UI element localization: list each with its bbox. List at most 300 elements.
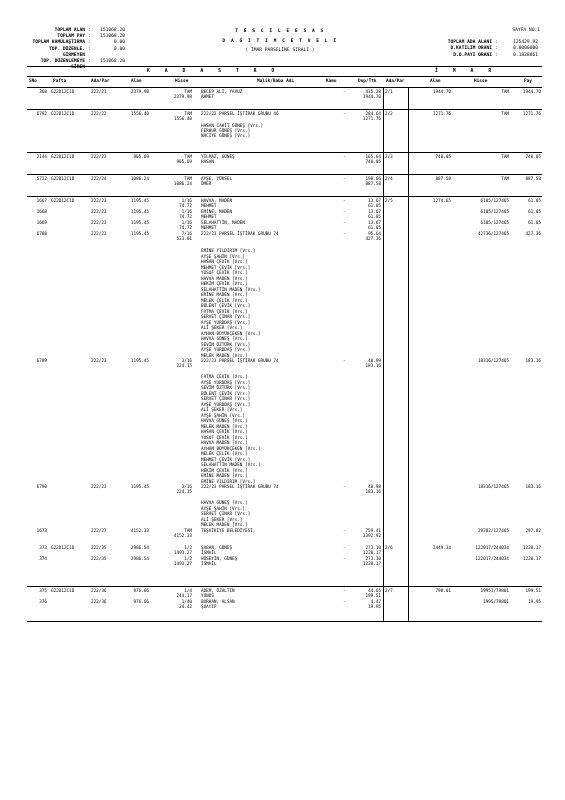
cell-dop: 19.95 [368, 605, 381, 610]
cell-malik: EMİNE, MADEN [201, 210, 233, 215]
cell-dop: 284.64 [365, 112, 381, 117]
cell-alan: 4152.33 [130, 529, 149, 534]
cell-dop: 13.67 [368, 221, 381, 226]
cell-adapar: 222/23 [91, 485, 107, 490]
cell-dop: 165.64 [365, 155, 381, 160]
cell-ihisse: TAM [501, 177, 509, 182]
cell-malik: TEŞVİKİYE BELEDİYESİ, [201, 529, 256, 534]
cell-malik: SELAHATTİN MADEN [Vrs.] [201, 463, 261, 468]
cell-dop: 40.98 [368, 485, 381, 490]
cell-dop: 199.51 [365, 594, 381, 599]
cell-adapar: 222/23 [91, 210, 107, 215]
cell-alan: 1195.45 [130, 221, 149, 226]
cell-malik: BECEP ALİ, YAVUZ [201, 90, 243, 95]
table-row-group [27, 153, 542, 175]
header-ratio-row: TOPLAM ADA ALANI : 125429.92 [422, 40, 542, 46]
col-imar-hisse: Hisse [474, 79, 488, 84]
column-divider [383, 197, 384, 586]
header-total-label: TOPLAM PAY [57, 34, 85, 40]
cell-hisse: 523.01 [176, 237, 192, 242]
cell-dop: 183.16 [365, 490, 381, 495]
cell-malik: BURHAN, ALSAN [201, 600, 235, 605]
header-ratios [422, 28, 542, 59]
cell-alan: 1195.45 [130, 359, 149, 364]
cell-sno: 374 [39, 557, 47, 562]
cell-malik: MELEK ÇELİK [Vrs.] [201, 298, 248, 304]
cell-pay: 427.36 [525, 232, 541, 237]
cell-ihisse: 42736/127465 [477, 232, 509, 237]
cell-dop: 61.05 [368, 226, 381, 231]
header-ratio-value: 0.1828861 [513, 52, 538, 58]
cell-ialan: 1274.65 [432, 199, 451, 204]
cell-malik: EMİNE MADEN [Vrs.] [201, 293, 248, 298]
cell-malik: MEHMET [201, 215, 217, 220]
cell-ialan: 1944.70 [432, 90, 451, 95]
cell-malik: AYŞE, YÜKSEL [201, 177, 233, 182]
cell-kamu: - [343, 177, 346, 182]
cell-hisse: 1/16 [181, 199, 192, 204]
cell-malik: HAVVA MADEN [Vrs.] [201, 441, 248, 446]
cell-malik: AYHAN BÜYÜKÇEKEN [Vrs.] [201, 446, 261, 452]
cell-pay: 1944.70 [522, 90, 541, 95]
page-number: SAYFA NO:1 [512, 28, 540, 33]
column-divider [408, 197, 409, 586]
cell-malik: SELAHATTİN MADEN [Vrs.] [201, 287, 261, 293]
cell-alan: 976.66 [133, 600, 149, 605]
cell-malik: SERVET ÇINAR [Vrs.] [201, 397, 251, 402]
cell-sno: 6789 [36, 359, 47, 364]
cell-adapar: 222/35 [91, 546, 107, 551]
cell-dop: 273.10 [365, 546, 381, 551]
column-divider [383, 175, 384, 196]
cell-malik: BÜLENT ÇEVİK [Vrs.] [201, 391, 251, 397]
cell-pafta: G22D12C1D [51, 90, 75, 95]
cell-sno: 1673 [36, 529, 47, 534]
cell-malik: HÜSEYİN, GÜNEŞ [201, 557, 238, 562]
cell-sno: 373 [39, 546, 47, 551]
cell-sno: 368 [39, 90, 47, 95]
cell-pafta: G22D12C1D [51, 589, 75, 594]
cell-malik: SEVİM ÖZTÜRK [Vrs.] [201, 386, 251, 391]
cell-adapar: 222/35 [91, 557, 107, 562]
cell-hisse: 3/16 [181, 359, 192, 364]
column-divider [408, 110, 409, 152]
cell-kamu: - [343, 485, 346, 490]
cell-hisse: TAM [184, 90, 192, 95]
table-row-group [27, 175, 542, 197]
cell-alan: 2379.98 [130, 90, 149, 95]
cell-dop: 3392.92 [362, 534, 381, 539]
title-line-1: T E S C İ L E E S A S [235, 29, 325, 34]
cell-iadapar: 2/7 [385, 589, 393, 594]
cell-malik: HASAN ÇEVİK [Vrs.] [201, 430, 248, 435]
cell-kamu: - [343, 557, 346, 562]
column-divider [383, 110, 384, 152]
cell-alan: 2986.54 [130, 557, 149, 562]
header-total-value: 151068.20 [100, 59, 125, 65]
cell-iadapar: 2/1 [385, 90, 393, 95]
cell-malik: SELAHATTİN, MADEN [201, 221, 245, 226]
cell-malik: MELEK MADEN [Vrs.] [201, 353, 248, 359]
cell-pay: 740.05 [525, 155, 541, 160]
cell-iadapar: 2/3 [385, 155, 393, 160]
cell-malik: MEHMET ÇEVİK [Vrs.] [201, 457, 251, 463]
header-total-row: TOP. DÜZENLE. GİRMEYEN : 0.00 [27, 47, 125, 59]
cell-alan: 1195.45 [130, 485, 149, 490]
cell-malik: MELEK MADEN [Vrs.] [201, 523, 248, 528]
cell-kamu: - [343, 529, 346, 534]
cell-iadapar: 2/2 [385, 112, 393, 117]
cell-malik: BÜLENT ÇEVİK [Vrs.] [201, 304, 251, 309]
cell-sno: 2144 [36, 155, 47, 160]
column-divider [408, 587, 409, 621]
cell-malik: 222/22 PARSEL İŞTİRAK GRUBU 46 [201, 112, 279, 117]
cell-dop: 4.47 [370, 600, 381, 605]
cell-pay: 61.05 [528, 199, 541, 204]
col-imar-alan: Alan [430, 79, 441, 84]
cell-adapar: 222/22 [91, 112, 107, 117]
cell-dop: 198.66 [365, 177, 381, 182]
cell-malik: HEKİM ÇEVİK [Vrs.] [201, 468, 248, 474]
cell-dop: 1271.76 [362, 117, 381, 122]
cell-dop: 273.10 [365, 557, 381, 562]
cell-dop: 95.64 [368, 232, 381, 237]
cell-iadapar: 2/6 [385, 546, 393, 551]
cell-sno: 1667 [36, 199, 47, 204]
column-divider [408, 153, 409, 174]
cell-malik: HAVVA GÜNEŞ [Vrs.] [201, 419, 248, 424]
cell-malik: AYŞE ŞAHİN [Vrs.] [201, 254, 245, 260]
cell-ihisse: 18316/127465 [477, 485, 509, 490]
cell-alan: 905.69 [133, 155, 149, 160]
cell-pay: 19.95 [528, 600, 541, 605]
title-line-2: D A Ğ I T I M C E T V E L İ [222, 39, 338, 45]
cell-dop: 183.16 [365, 364, 381, 369]
table-row-group [27, 110, 542, 153]
cell-malik: YILMAZ, GÜNEŞ [201, 155, 235, 160]
cell-hisse: 4152.33 [173, 534, 192, 539]
cell-hisse: 1/2 [184, 557, 192, 562]
cell-hisse: TAM [184, 177, 192, 182]
cell-kamu: - [343, 221, 346, 226]
cell-malik: MEHMET ÇEVİK [Vrs.] [201, 265, 251, 271]
cell-adapar: 222/27 [91, 529, 107, 534]
cell-malik: MEHMET [201, 204, 217, 209]
cell-alan: 976.66 [133, 589, 149, 594]
cell-hisse: 74.72 [179, 204, 192, 209]
cell-malik: İSMAİL [201, 551, 217, 556]
cell-dop: 435.28 [365, 90, 381, 95]
cell-malik: ADEM, ÖZALTIN [201, 589, 235, 594]
cell-malik: 222/23 PARSEL İŞTİRAK GRUBU 74 [201, 485, 279, 490]
cell-hisse: 905.69 [176, 160, 192, 165]
cell-malik: EMİNE MADEN [Vrs.] [201, 474, 248, 479]
col-pay: Pay [524, 79, 532, 84]
cell-malik: MELEK ÇELİK [Vrs.] [201, 452, 248, 457]
cell-malik: HAVVA, MADEN [201, 199, 233, 204]
cell-malik: ALİ ŞEKER [Vrs.] [201, 408, 243, 413]
cell-malik: HASAN ÇEVİK [Vrs.] [201, 260, 248, 265]
cell-dop: 887.58 [365, 182, 381, 187]
col-hisse: Hisse [175, 79, 189, 84]
cell-hisse: 7/16 [181, 232, 192, 237]
cell-malik: HAVVA MADEN [Vrs.] [201, 276, 248, 282]
cell-ihisse: 19951/79801 [480, 589, 509, 594]
cell-malik: AYŞE YURDDAŞ [Vrs.] [201, 402, 251, 408]
cell-pay: 1220.17 [522, 557, 541, 562]
cell-malik: MELEK MADEN [Vrs.] [201, 424, 248, 430]
section-band [27, 66, 542, 77]
cell-alan: 1195.45 [130, 232, 149, 237]
cell-sno: 6792 [36, 112, 47, 117]
column-divider [383, 153, 384, 174]
cell-sno: 376 [39, 600, 47, 605]
cell-ialan: 2449.34 [432, 546, 451, 551]
header-ratio-label: TOPLAM ADA ALANI [447, 40, 492, 46]
cell-malik: AHMET [201, 95, 214, 100]
header-total-label: TOP. DÜZENLEMEYE GİREN [40, 59, 85, 71]
cell-dop: 1220.17 [362, 562, 381, 567]
cell-hisse: TAM [184, 155, 192, 160]
header-totals [27, 28, 125, 71]
cell-adapar: 222/23 [91, 232, 107, 237]
distribution-table-page [27, 28, 542, 622]
cell-pafta: G22D12C1D [51, 199, 75, 204]
header-total-value: 151068.20 [100, 28, 125, 33]
cell-alan: 1195.45 [130, 199, 149, 204]
header-total-row: TOPLAM PAY : 151068.20 [27, 34, 125, 40]
header-ratio-value: 0.0000000 [513, 46, 538, 52]
cell-kamu: - [343, 90, 346, 95]
cell-dop: 1220.17 [362, 551, 381, 556]
cell-sno: 1669 [36, 221, 47, 226]
cell-kamu: - [343, 546, 346, 551]
cell-malik: ÖMER [201, 182, 212, 187]
cell-pafta: G22D12C1D [51, 155, 75, 160]
cell-ihisse: 122017/244034 [475, 546, 509, 551]
cell-malik: AYŞE YURDDAŞ [Vrs.] [201, 320, 251, 326]
cell-malik: YUSUF ÇEVİK [Vrs.] [201, 271, 248, 276]
column-divider [408, 88, 409, 109]
cell-alan: 1195.45 [130, 210, 149, 215]
cell-malik: SEVİM ÖZTÜRK [Vrs.] [201, 342, 251, 348]
header-ratio-row: D.O.PAYI ORANI : 0.1828861 [422, 53, 542, 59]
cell-malik: HEKİM ÇEVİK [Vrs.] [201, 282, 248, 287]
header-total-label: TOPLAM ALAN [54, 28, 85, 33]
cell-hisse: 24.42 [179, 605, 192, 610]
cell-ialan: 740.05 [435, 155, 451, 160]
cell-malik: EMİNE YILDIRIM [Vrs.] [201, 479, 256, 485]
cell-sno: 5722 [36, 177, 47, 182]
cell-adapar: 222/21 [91, 90, 107, 95]
cell-adapar: 222/23 [91, 359, 107, 364]
table-body [27, 88, 542, 622]
cell-adapar: 222/23 [91, 155, 107, 160]
cell-ialan: 1271.76 [432, 112, 451, 117]
cell-ihisse: 18316/127465 [477, 359, 509, 364]
cell-pay: 183.16 [525, 485, 541, 490]
cell-pay: 61.05 [528, 221, 541, 226]
header-ratio-row: D.KATILIM ORANI : 0.0000000 [422, 46, 542, 52]
cell-sno: 1668 [36, 210, 47, 215]
col-pafta: Pafta [53, 79, 67, 84]
cell-dop: 427.36 [365, 237, 381, 242]
cell-malik: AYŞE ŞAHİN [Vrs.] [201, 506, 245, 512]
cell-dop: 44.65 [368, 589, 381, 594]
cell-pay: 199.51 [525, 589, 541, 594]
cell-hisse: 1/16 [181, 221, 192, 226]
col-alan: Alan [131, 79, 142, 84]
cell-malik: ALİ ŞEKER [Vrs.] [201, 517, 243, 523]
cell-ihisse: TAM [501, 90, 509, 95]
document-title [205, 28, 355, 55]
cell-pay: 887.58 [525, 177, 541, 182]
cell-adapar: 222/36 [91, 589, 107, 594]
cell-ialan: 887.58 [435, 177, 451, 182]
cell-ihisse: TAM [501, 155, 509, 160]
section-kadastro: K A D A S T R O [147, 69, 281, 74]
cell-kamu: - [343, 210, 346, 215]
cell-pay: 297.82 [525, 529, 541, 534]
cell-hisse: 1493.27 [173, 551, 192, 556]
header-ratio-value: 125429.92 [513, 40, 538, 46]
cell-malik: FATMA ÇEVİK [Vrs.] [201, 309, 248, 315]
cell-hisse: 1086.24 [173, 182, 192, 187]
cell-kamu: - [343, 589, 346, 594]
cell-pay: 183.16 [525, 359, 541, 364]
document-header [27, 28, 542, 71]
cell-pafta: G22D12C1D [51, 546, 75, 551]
cell-kamu: - [343, 199, 346, 204]
header-total-row: TOPLAM ALAN : 151068.20 [27, 28, 125, 34]
cell-malik: MEHMET [201, 226, 217, 231]
cell-sno: 6788 [36, 232, 47, 237]
cell-malik: SERVET ÇINAR [Vrs.] [201, 315, 251, 320]
cell-hisse: 3/16 [181, 485, 192, 490]
cell-malik: YUNUS [201, 594, 214, 599]
cell-malik: ŞUAYIP [201, 605, 217, 610]
cell-malik: 222/23 PARSEL İŞTİRAK GRUBU 74 [201, 359, 279, 364]
cell-malik: FATMA ÇEVİK [Vrs.] [201, 375, 248, 380]
cell-sno: 6790 [36, 485, 47, 490]
column-divider [383, 587, 384, 621]
cell-malik: SERVET ÇINAR [Vrs.] [201, 512, 251, 517]
cell-malik: FERHUR GÜNEŞ [Vrs.] [201, 129, 251, 134]
cell-hisse: TAM [184, 529, 192, 534]
title-line-3: ( İMAR PARSELİNE SIRALI ) [245, 48, 315, 54]
cell-ihisse: TAM [501, 112, 509, 117]
cell-malik: 222/23 PARSEL İŞTİRAK GRUBU 74 [201, 232, 279, 237]
cell-alan: 2986.54 [130, 546, 149, 551]
cell-adapar: 222/23 [91, 221, 107, 226]
header-total-label: TOP. DÜZENLE. GİRMEYEN [49, 46, 85, 58]
col-kamu: Kamu [326, 79, 337, 84]
cell-pafta: G22D12C1D [51, 177, 75, 182]
cell-dop: 1944.70 [362, 95, 381, 100]
cell-ihisse: 29782/127465 [477, 529, 509, 534]
cell-hisse: 224.15 [176, 364, 192, 369]
cell-ihisse: 6105/127465 [480, 210, 509, 215]
cell-ihisse: 122017/244034 [475, 557, 509, 562]
cell-malik: NACİYE GÜNEŞ [Vrs.] [201, 134, 251, 139]
cell-dop: 13.67 [368, 199, 381, 204]
cell-hisse: 1556.40 [173, 117, 192, 122]
cell-alan: 1556.40 [130, 112, 149, 117]
col-malik: Malik/Baba Adı [257, 79, 295, 84]
cell-adapar: 222/23 [91, 199, 107, 204]
cell-dop: 13.67 [368, 210, 381, 215]
cell-sno: 375 [39, 589, 47, 594]
cell-dop: 61.05 [368, 204, 381, 209]
col-imar-adapar: Ada/Par [386, 79, 405, 84]
cell-kamu: - [343, 600, 346, 605]
cell-kamu: - [343, 232, 346, 237]
table-row-group [27, 88, 542, 110]
cell-hisse: 74.72 [179, 215, 192, 220]
cell-kamu: - [343, 359, 346, 364]
cell-pay: 1220.17 [522, 546, 541, 551]
cell-pafta: G22D12C1D [51, 112, 75, 117]
column-headers [27, 77, 542, 88]
cell-malik: HASAN CAHİT GÜNEŞ [Vrs.] [201, 124, 264, 129]
cell-pay: 61.05 [528, 210, 541, 215]
column-divider [408, 175, 409, 196]
cell-dop: 740.05 [365, 160, 381, 165]
table-row-group [27, 197, 542, 587]
col-adapar: Ada/Par [91, 79, 110, 84]
col-sno: SNo [29, 79, 37, 84]
cell-malik: HAVVA GÜNEŞ [Vrs.] [201, 337, 248, 342]
cell-hisse: 244.17 [176, 594, 192, 599]
table-row-group [27, 587, 542, 622]
header-total-row: TOP. DÜZENLEMEYE GİREN : 151068.20 [27, 59, 125, 71]
cell-ihisse: 6105/127465 [480, 221, 509, 226]
section-imar: İ M A R [435, 69, 498, 74]
column-divider [383, 88, 384, 109]
cell-iadapar: 2/4 [385, 177, 393, 182]
cell-dop: 759.41 [365, 529, 381, 534]
cell-malik: AYŞE YURDDAŞ [Vrs.] [201, 348, 251, 353]
header-ratio-label: D.O.PAYI ORANI [453, 52, 492, 58]
cell-hisse: 224.15 [176, 490, 192, 495]
cell-pay: 1271.76 [522, 112, 541, 117]
cell-malik: AYŞE ŞAHİN [Vrs.] [201, 413, 245, 419]
header-ratio-label: D.KATILIM ORANI [450, 46, 492, 52]
cell-malik: ALİ ŞEKER [Vrs.] [201, 326, 243, 331]
cell-malik: AYŞE YURDDAŞ [Vrs.] [201, 380, 251, 386]
cell-hisse: 2379.98 [173, 95, 192, 100]
cell-dop: 61.05 [368, 215, 381, 220]
header-total-value: 151068.20 [100, 34, 125, 40]
cell-malik: HASAN [201, 160, 214, 165]
cell-malik: ŞABAN, GÜNEŞ [201, 546, 233, 551]
cell-hisse: 74.72 [179, 226, 192, 231]
cell-adapar: 222/36 [91, 600, 107, 605]
cell-alan: 1086.24 [130, 177, 149, 182]
cell-ihisse: 6105/127465 [480, 199, 509, 204]
cell-hisse: 1/4 [184, 589, 192, 594]
cell-hisse: TAM [184, 112, 192, 117]
cell-malik: HAVVA GÜNEŞ [Vrs.] [201, 501, 248, 506]
header-total-label: TOPLAM KAMULAŞTIRMA [32, 40, 85, 46]
cell-hisse: 1/40 [181, 600, 192, 605]
cell-ihisse: 1995/79801 [483, 600, 509, 605]
header-total-value: 0.00 [113, 40, 125, 46]
cell-adapar: 222/24 [91, 177, 107, 182]
cell-hisse: 1/2 [184, 546, 192, 551]
cell-malik: AYHAN BÜYÜKÇEKEN [Vrs.] [201, 331, 261, 337]
cell-ialan: 798.01 [435, 589, 451, 594]
